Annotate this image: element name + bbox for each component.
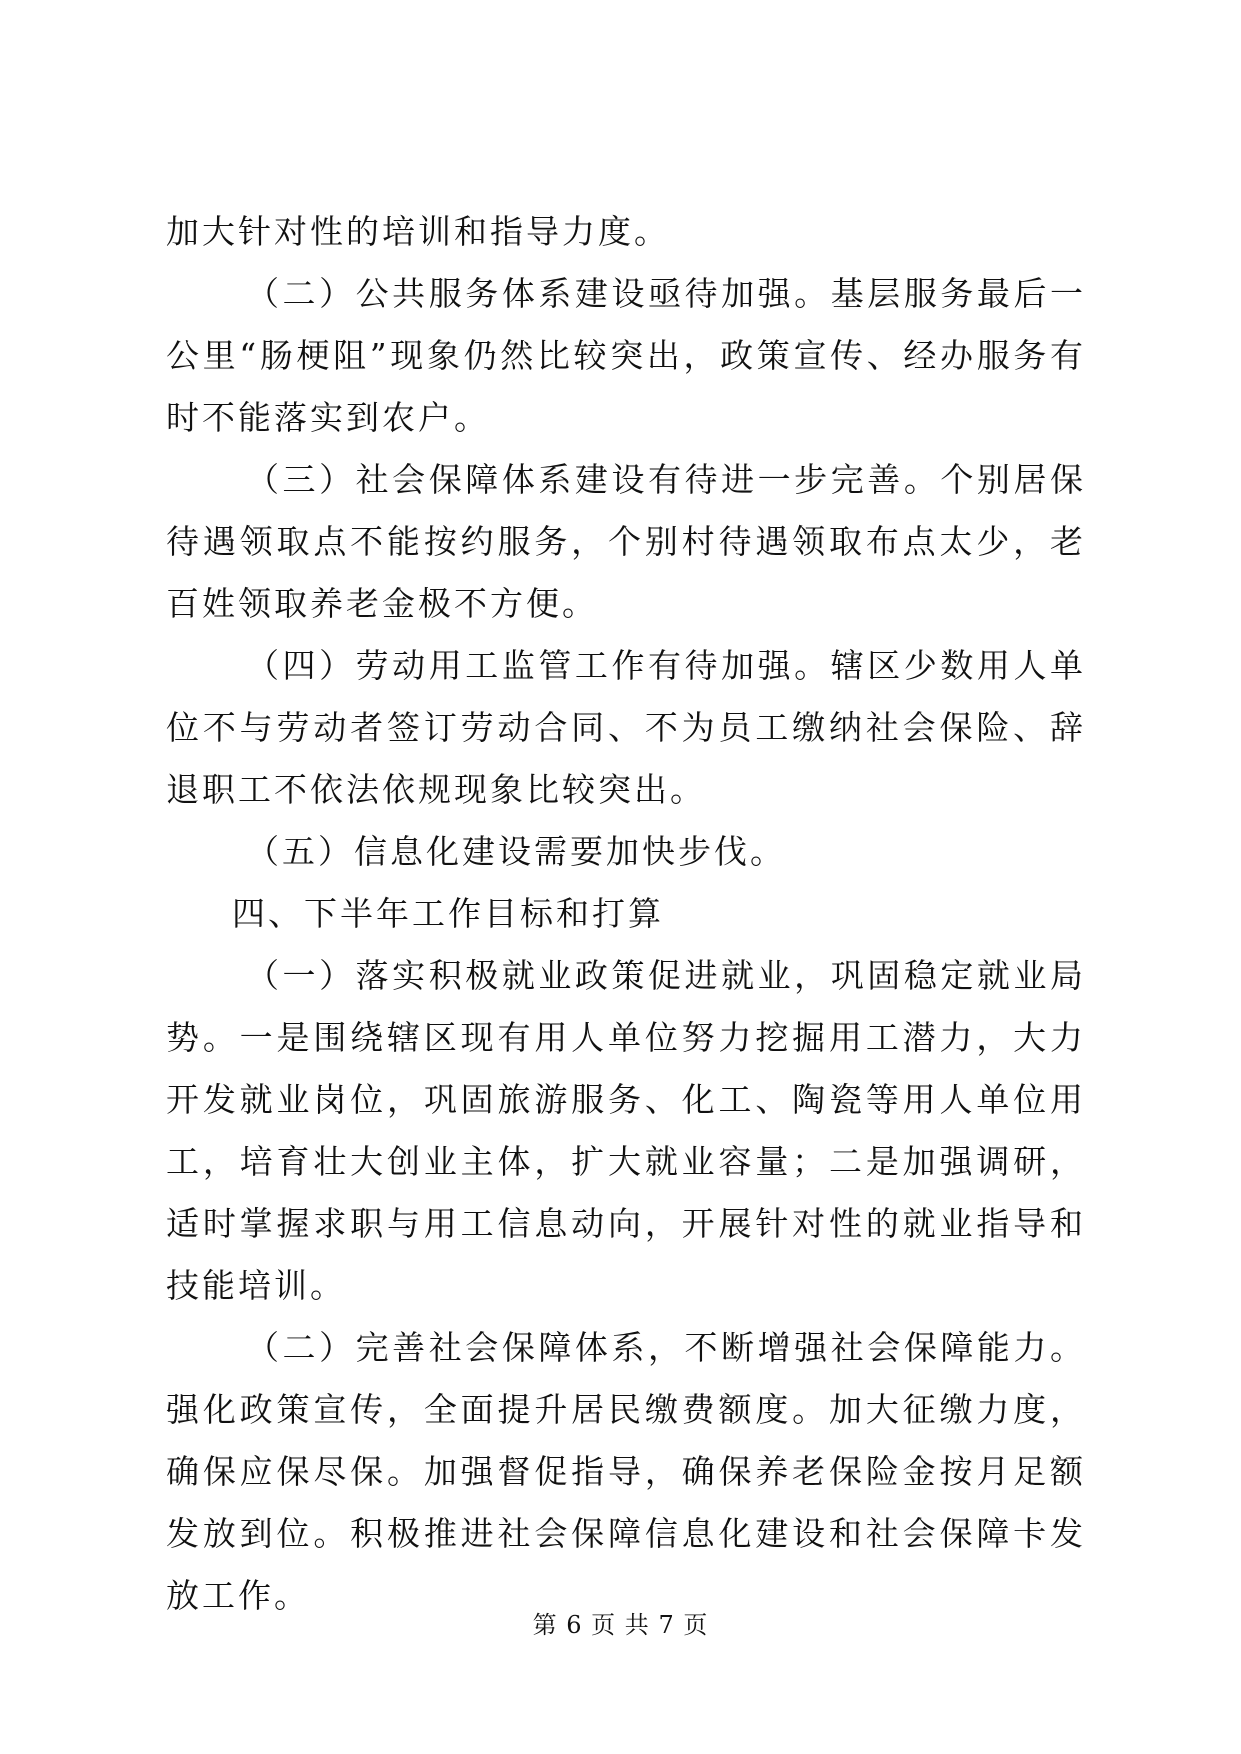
paragraph-informatization: （五）信息化建设需要加快步伐。 [246, 832, 786, 871]
paragraph-labor-supervision: （四）劳动用工监管工作有待加强。辖区少数用人单位不与劳动者签订劳动合同、不为员工缴纳社会保险、辞退职工不依法依规现象比较突出。 [166, 646, 1086, 809]
section-heading-plans: 四、下半年工作目标和打算 [232, 894, 664, 933]
paragraph-social-security: （三）社会保障体系建设有待进一步完善。个别居保待遇领取点不能按约服务，个别村待遇领取布点太少，老百姓领取养老金极不方便。 [166, 460, 1086, 623]
paragraph-employment-policy: （一）落实积极就业政策促进就业，巩固稳定就业局势。一是围绕辖区现有用人单位努力挖掘用工潜力，大力开发就业岗位，巩固旅游服务、化工、陶瓷等用人单位用工，培育壮大创业主体，扩大就业容量；二是加强调研，适时掌握求职与用工信息动向，开展针对性的就业指导和技能培训。 [166, 956, 1086, 1305]
paragraph-continuation: 加大针对性的培训和指导力度。 [166, 212, 670, 251]
paragraph-public-service: （二）公共服务体系建设亟待加强。基层服务最后一公里“肠梗阻”现象仍然比较突出，政策宣传、经办服务有时不能落实到农户。 [166, 274, 1086, 437]
page-footer [0, 1605, 1241, 1640]
document-body [166, 201, 1086, 1627]
page-number: 第 6 页 共 7 页 [532, 1611, 709, 1639]
paragraph-social-security-system: （二）完善社会保障体系，不断增强社会保障能力。强化政策宣传，全面提升居民缴费额度。加大征缴力度，确保应保尽保。加强督促指导，确保养老保险金按月足额发放到位。积极推进社会保障信息化建设和社会保障卡发放工作。 [166, 1328, 1086, 1615]
